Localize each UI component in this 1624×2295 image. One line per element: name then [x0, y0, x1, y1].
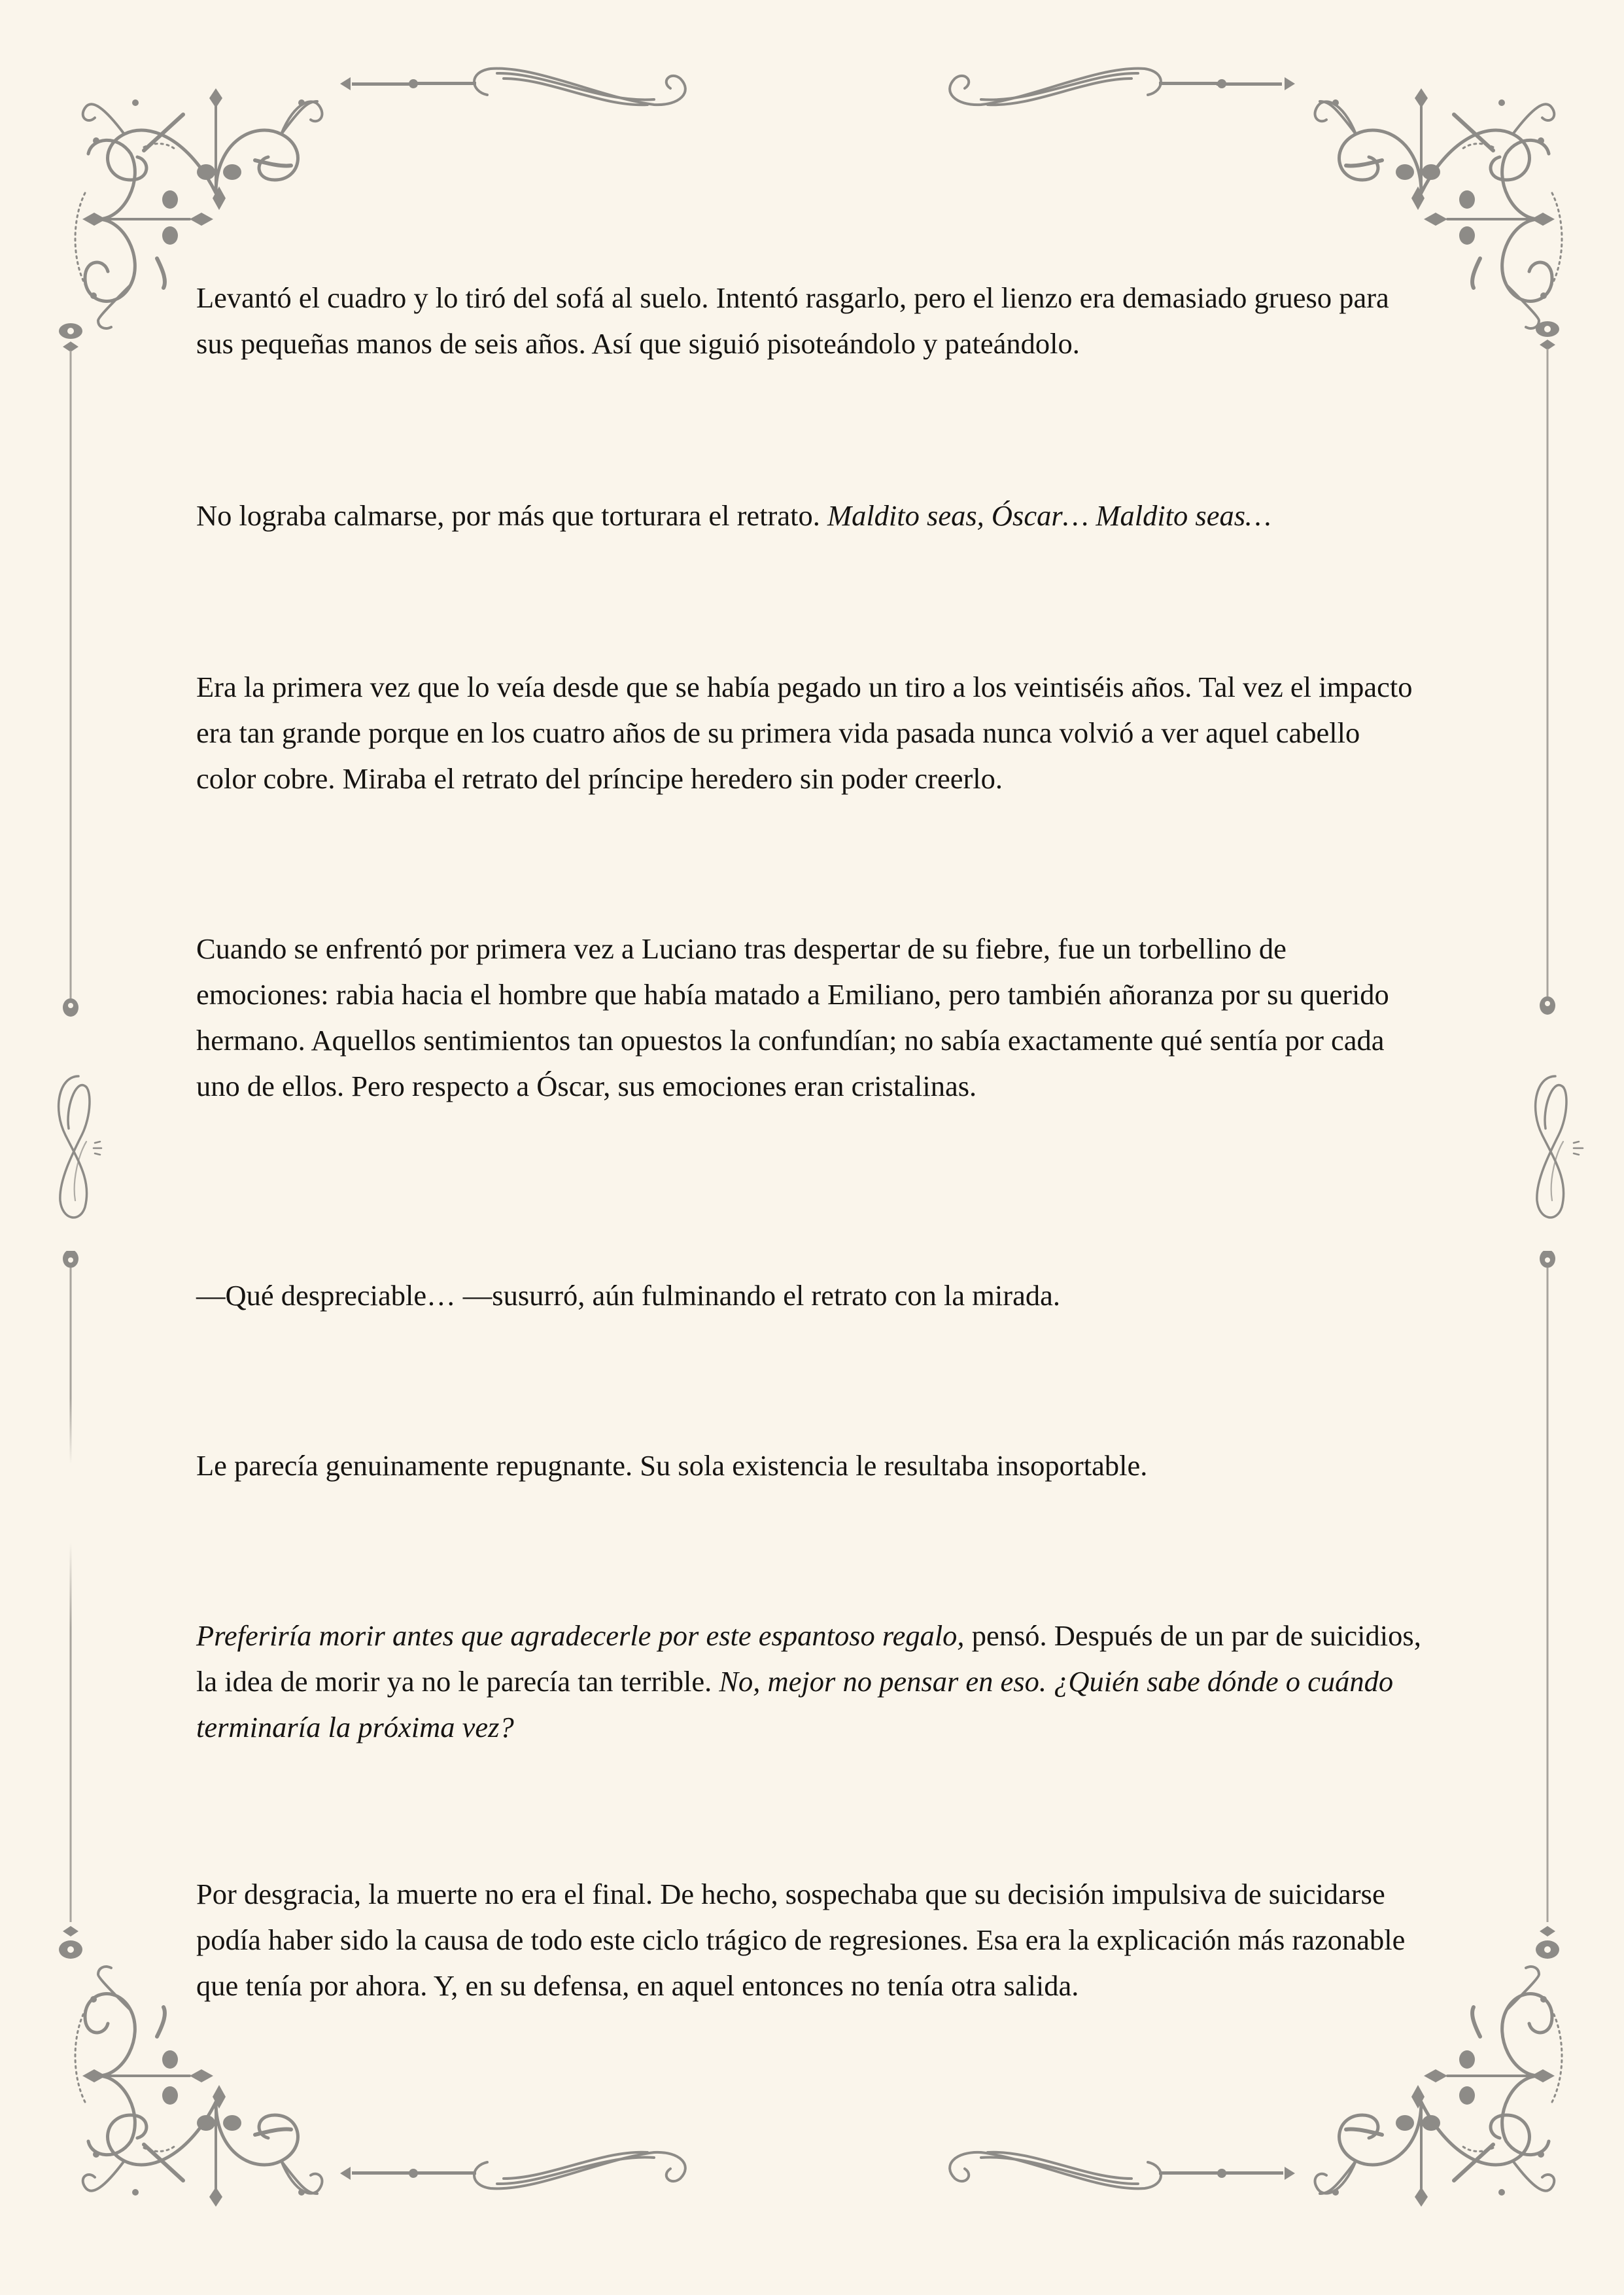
infinity-knot-left	[46, 1070, 105, 1227]
paragraph-8	[196, 1871, 1426, 2008]
paragraph-4-text: Cuando se enfrentó por primera vez a Luciano tras despertar de su fiebre, fue un torbellino de emociones: rabia hacia el hombre que había matado a Emiliano, pero también añoranza por su querido hermano. Aquellos sentimientos tan opuestos la confundían; no sabía exactamente qué sentía por cada uno de ellos. Pero respecto a Óscar, sus emociones eran cristalinas.	[196, 932, 1389, 1102]
paragraph-7-italic-thought-1: Preferiría morir antes que agradecerle por este espantoso regalo,	[196, 1619, 965, 1652]
paragraph-5-text: —Qué despreciable… —susurró, aún fulminando el retrato con la mirada.	[196, 1279, 1060, 1312]
left-rail-lower	[58, 1251, 84, 1964]
paragraph-1	[196, 275, 1426, 366]
paragraph-2	[196, 493, 1426, 538]
paragraph-7	[196, 1613, 1426, 1750]
infinity-knot-right	[1523, 1070, 1595, 1227]
paragraph-1-text: Levantó el cuadro y lo tiró del sofá al suelo. Intentó rasgarlo, pero el lienzo era demasiado grueso para sus pequeñas manos de seis años. Así que siguió pisoteándolo y pateándolo.	[196, 281, 1389, 360]
scroll-divider-top	[340, 59, 1295, 111]
right-rail-upper	[1534, 319, 1561, 1025]
paragraph-2-text: No lograba calmarse, por más que torturara el retrato.	[196, 499, 827, 532]
right-rail-lower	[1534, 1251, 1561, 1964]
paragraph-3-text: Era la primera vez que lo veía desde que se había pegado un tiro a los veintiséis años. Tal vez el impacto era tan grande porque en los cuatro años de su primera vida pasada nunca volvió a ver aquel cabello color cobre. Miraba el retrato del príncipe heredero sin poder creerlo.	[196, 671, 1413, 795]
paragraph-6-text: Le parecía genuinamente repugnante. Su sola existencia le resultaba insoportable.	[196, 1449, 1148, 1482]
paragraph-4	[196, 926, 1426, 1109]
scroll-divider-bottom	[340, 2146, 1295, 2198]
paragraph-7-text: pensó. Después de un par de suicidios, la idea de morir ya no le parecía tan terrible.	[196, 1619, 1421, 1698]
paragraph-2-italic-thought: Maldito seas, Óscar… Maldito seas…	[827, 499, 1271, 532]
paragraph-8-text: Por desgracia, la muerte no era el final. De hecho, sospechaba que su decisión impulsiva de suicidarse podía haber sido la causa de todo este ciclo trágico de regresiones. Esa era la explicación más razonable que tenía por ahora. Y, en su defensa, en aquel entonces no tenía otra salida.	[196, 1878, 1406, 2002]
left-rail-upper	[58, 321, 84, 1027]
paragraph-5-dialogue	[196, 1272, 1426, 1318]
paragraph-6	[196, 1443, 1426, 1488]
paragraph-7-italic-thought-2: No, mejor no pensar en eso. ¿Quién sabe dónde o cuándo terminaría la próxima vez?	[196, 1665, 1394, 1743]
paragraph-3	[196, 664, 1426, 801]
